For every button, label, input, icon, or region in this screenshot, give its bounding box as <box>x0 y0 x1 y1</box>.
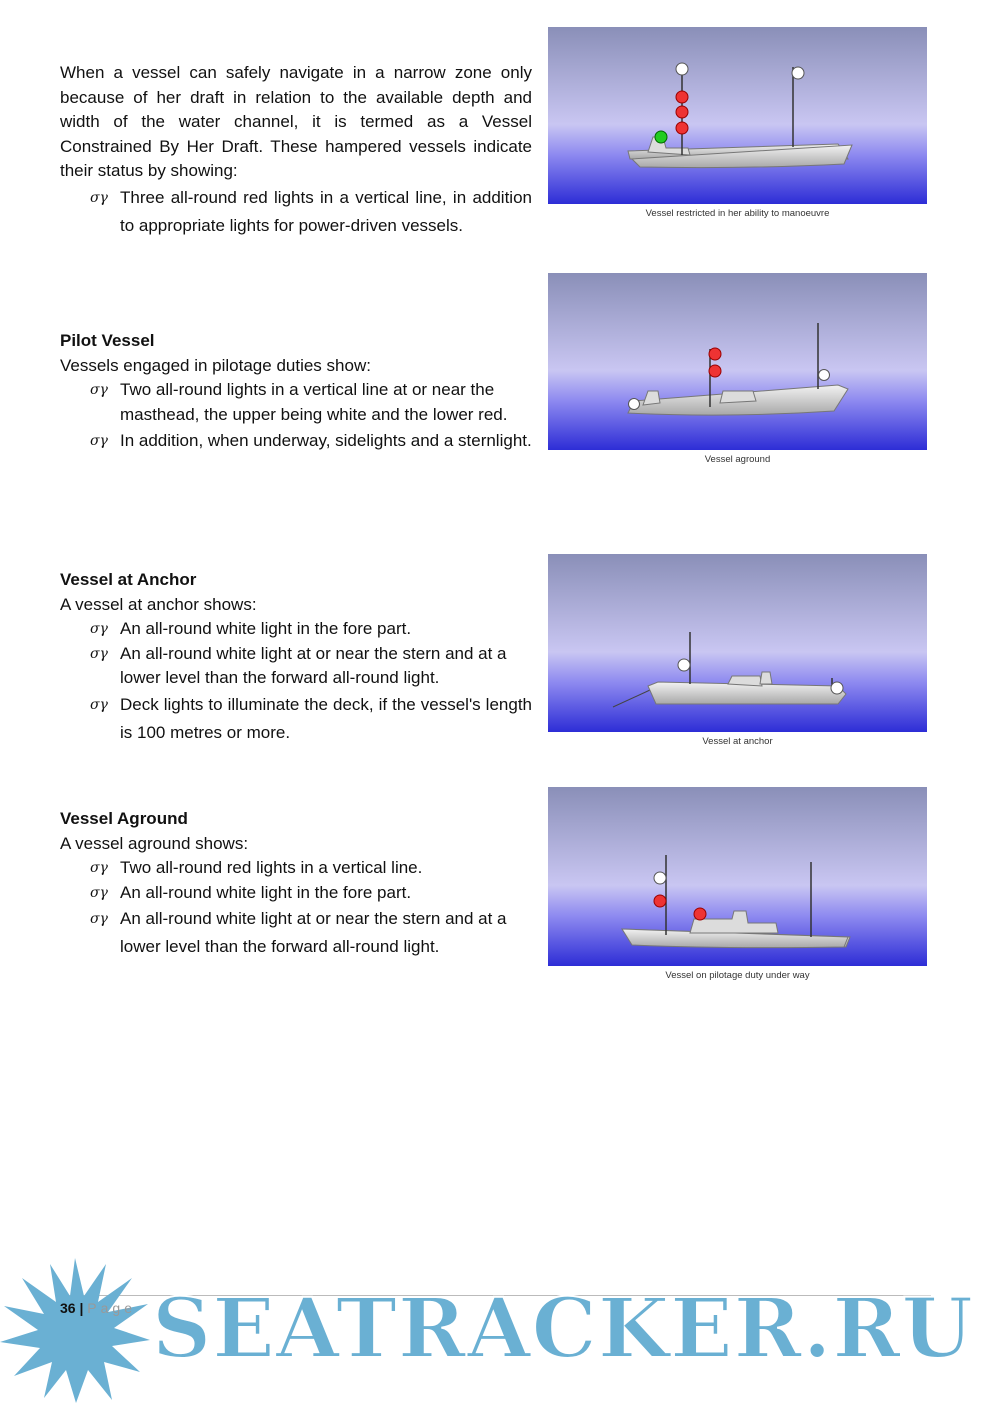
bullet-icon: σγ <box>90 860 108 876</box>
bullet-text: Two all-round lights in a vertical line at or near the masthead, the upper being white and the lower red. <box>120 380 508 424</box>
list-item <box>60 427 532 455</box>
page-number <box>60 1300 136 1316</box>
page-word: Page <box>87 1300 136 1316</box>
vessel-pilot-illustration <box>548 787 927 966</box>
bullet-text: Three all-round red lights in a vertical line, in addition to appropriate lights for power-driven vessels. <box>120 187 532 235</box>
bullet-text: An all-round white light in the fore part. <box>120 882 412 902</box>
page-number-value: 36 <box>60 1300 76 1316</box>
anchor-bullets <box>60 617 532 747</box>
bullet-icon: σγ <box>90 911 108 927</box>
intro-section <box>60 61 532 240</box>
list-item <box>60 617 532 642</box>
bullet-icon: σγ <box>90 189 108 206</box>
list-item <box>60 378 532 427</box>
pilot-bullets <box>60 378 532 455</box>
bullet-text: Two all-round red lights in a vertical line. <box>120 858 423 877</box>
intro-bullets <box>60 184 532 240</box>
page-separator: | <box>79 1300 84 1316</box>
vessel-restricted-illustration <box>548 27 927 204</box>
pilot-section <box>60 329 532 455</box>
bullet-text: In addition, when underway, sidelights and a sternlight. <box>120 431 532 450</box>
figure-pilot <box>548 787 927 981</box>
list-item <box>60 881 532 906</box>
section-intro: A vessel aground shows: <box>60 833 249 853</box>
aground-section <box>60 807 532 961</box>
bullet-icon: σγ <box>90 645 108 662</box>
list-item <box>60 905 532 961</box>
bullet-text: Deck lights to illuminate the deck, if the vessel's length is 100 metres or more. <box>120 694 532 742</box>
vessel-aground-illustration <box>548 273 927 450</box>
section-intro: Vessels engaged in pilotage duties show: <box>60 355 371 375</box>
bullet-text: An all-round white light at or near the stern and at a lower level than the forward all-round light. <box>120 909 507 956</box>
bullet-icon: σγ <box>90 621 108 637</box>
watermark-star-icon <box>0 1258 150 1403</box>
list-item <box>60 856 532 881</box>
bullet-text: An all-round white light in the fore part. <box>120 619 412 638</box>
bullet-icon: σγ <box>90 433 108 449</box>
aground-bullets <box>60 856 532 961</box>
bullet-icon: σγ <box>90 884 108 901</box>
list-item <box>60 642 532 691</box>
figure-caption: Vessel at anchor <box>702 736 773 747</box>
list-item <box>60 691 532 747</box>
vessel-anchor-illustration <box>548 554 927 732</box>
anchor-section <box>60 568 532 747</box>
figure-caption: Vessel on pilotage duty under way <box>665 970 810 981</box>
bullet-text: An all-round white light at or near the stern and at a lower level than the forward all-round light. <box>120 643 507 687</box>
figure-caption: Vessel aground <box>704 454 771 465</box>
figure-restricted-manoeuvre <box>548 27 927 219</box>
list-item <box>60 184 532 240</box>
bullet-icon: σγ <box>90 696 108 713</box>
section-title: Pilot Vessel <box>60 331 155 350</box>
section-title: Vessel at Anchor <box>60 570 197 589</box>
intro-paragraph: When a vessel can safely navigate in a narrow zone only because of her draft in relation to the available depth and width of the water channel, it is termed as a Vessel Constrained By Her Draft. These hampered vessels indicate their status by showing: <box>60 63 532 180</box>
figure-anchor <box>548 554 927 747</box>
section-intro: A vessel at anchor shows: <box>60 594 257 614</box>
watermark-text: SEATRACKER.RU <box>152 1281 975 1377</box>
figure-aground <box>548 273 927 465</box>
figure-caption: Vessel restricted in her ability to manoeuvre <box>645 208 830 219</box>
section-title: Vessel Aground <box>60 809 188 828</box>
bullet-icon: σγ <box>90 382 108 398</box>
